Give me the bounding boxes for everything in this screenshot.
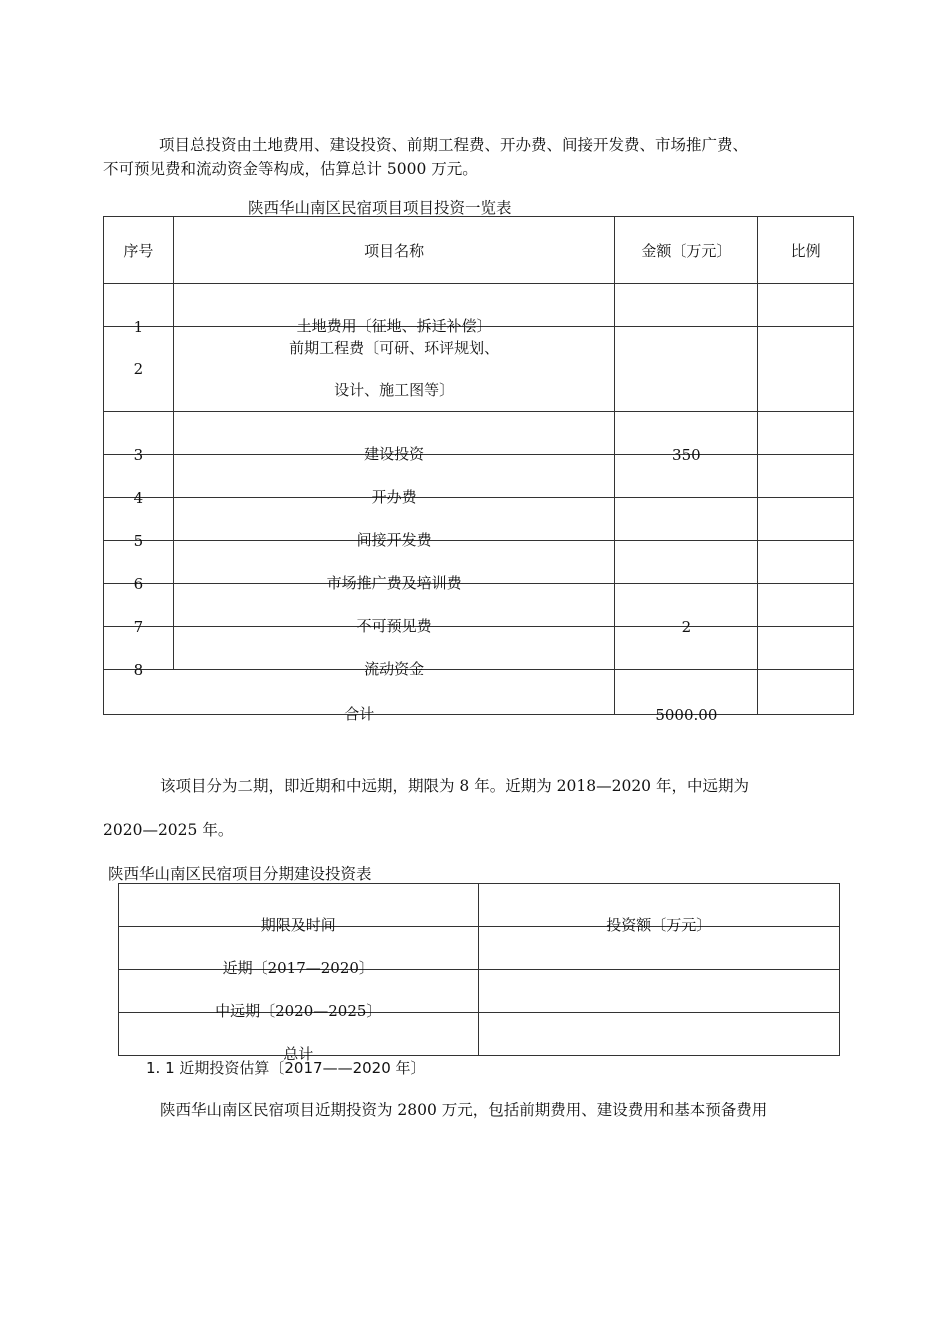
- row-period: 近期〔2017—2020〕: [222, 959, 374, 977]
- row-no: 8: [133, 661, 144, 679]
- row-name: 间接开发费: [356, 531, 432, 549]
- header-ratio: 比例: [758, 217, 854, 284]
- table-header-row: [104, 217, 854, 284]
- section-heading: 1. 1 近期投资估算〔2017——2020 年〕: [146, 1059, 426, 1077]
- row-name: 市场推广费及培训费: [326, 574, 462, 592]
- row-no: 2: [104, 327, 174, 412]
- table-header-row: [119, 884, 840, 927]
- table-row: [104, 284, 854, 327]
- row-name: 建设投资: [364, 445, 425, 463]
- total-ratio: [758, 670, 854, 715]
- header-period: 期限及时间: [260, 916, 336, 934]
- phase-line-2: 2020—2025 年。: [103, 821, 234, 839]
- header-no: 序号: [104, 217, 174, 284]
- row-period: 中远期〔2020—2025〕: [215, 1002, 382, 1020]
- header-name: 项目名称: [173, 217, 615, 284]
- row-name: 不可预见费: [356, 617, 432, 635]
- row-period: 总计: [283, 1045, 314, 1063]
- investment-table: [103, 216, 854, 724]
- row-ratio: [758, 327, 854, 412]
- section-text: 陕西华山南区民宿项目近期投资为 2800 万元，包括前期费用、建设费用和基本预备费用: [160, 1101, 768, 1119]
- row-amount: 350: [672, 446, 701, 464]
- row-name: 土地费用〔征地、拆迁补偿〕: [296, 317, 492, 335]
- total-amount: 5000.00: [655, 706, 718, 724]
- table2-caption: 陕西华山南区民宿项目分期建设投资表: [108, 865, 372, 883]
- row-amount: [615, 327, 758, 412]
- row-no: 7: [133, 618, 144, 636]
- table-row: [104, 412, 854, 455]
- table-row: [104, 327, 854, 412]
- row-no: 1: [133, 318, 144, 336]
- header-amount: 金额〔万元〕: [615, 217, 758, 284]
- row-no: 4: [133, 489, 144, 507]
- intro-line-2: 不可预见费和流动资金等构成，估算总计 5000 万元。: [103, 160, 478, 178]
- row-name-line-2: 设计、施工图等〕: [334, 381, 455, 399]
- table1-caption: 陕西华山南区民宿项目项目投资一览表: [248, 199, 512, 217]
- row-no: 5: [133, 532, 144, 550]
- header-investment: 投资额〔万元〕: [606, 916, 712, 934]
- row-name-line-1: 前期工程费〔可研、环评规划、: [289, 339, 500, 357]
- row-name: 开办费: [371, 488, 417, 506]
- row-name: 流动资金: [364, 660, 425, 678]
- total-label: 合计: [344, 705, 375, 723]
- intro-paragraph: [103, 133, 848, 181]
- phase-investment-table: [118, 883, 840, 1063]
- row-no: 6: [133, 575, 144, 593]
- row-no: 3: [133, 446, 144, 464]
- intro-line-1: 项目总投资由土地费用、建设投资、前期工程费、开办费、间接开发费、市场推广费、: [159, 136, 749, 154]
- row-amount: 2: [681, 618, 692, 636]
- phase-line-1: 该项目分为二期，即近期和中远期，期限为 8 年。近期为 2018—2020 年，中远期为: [160, 777, 749, 795]
